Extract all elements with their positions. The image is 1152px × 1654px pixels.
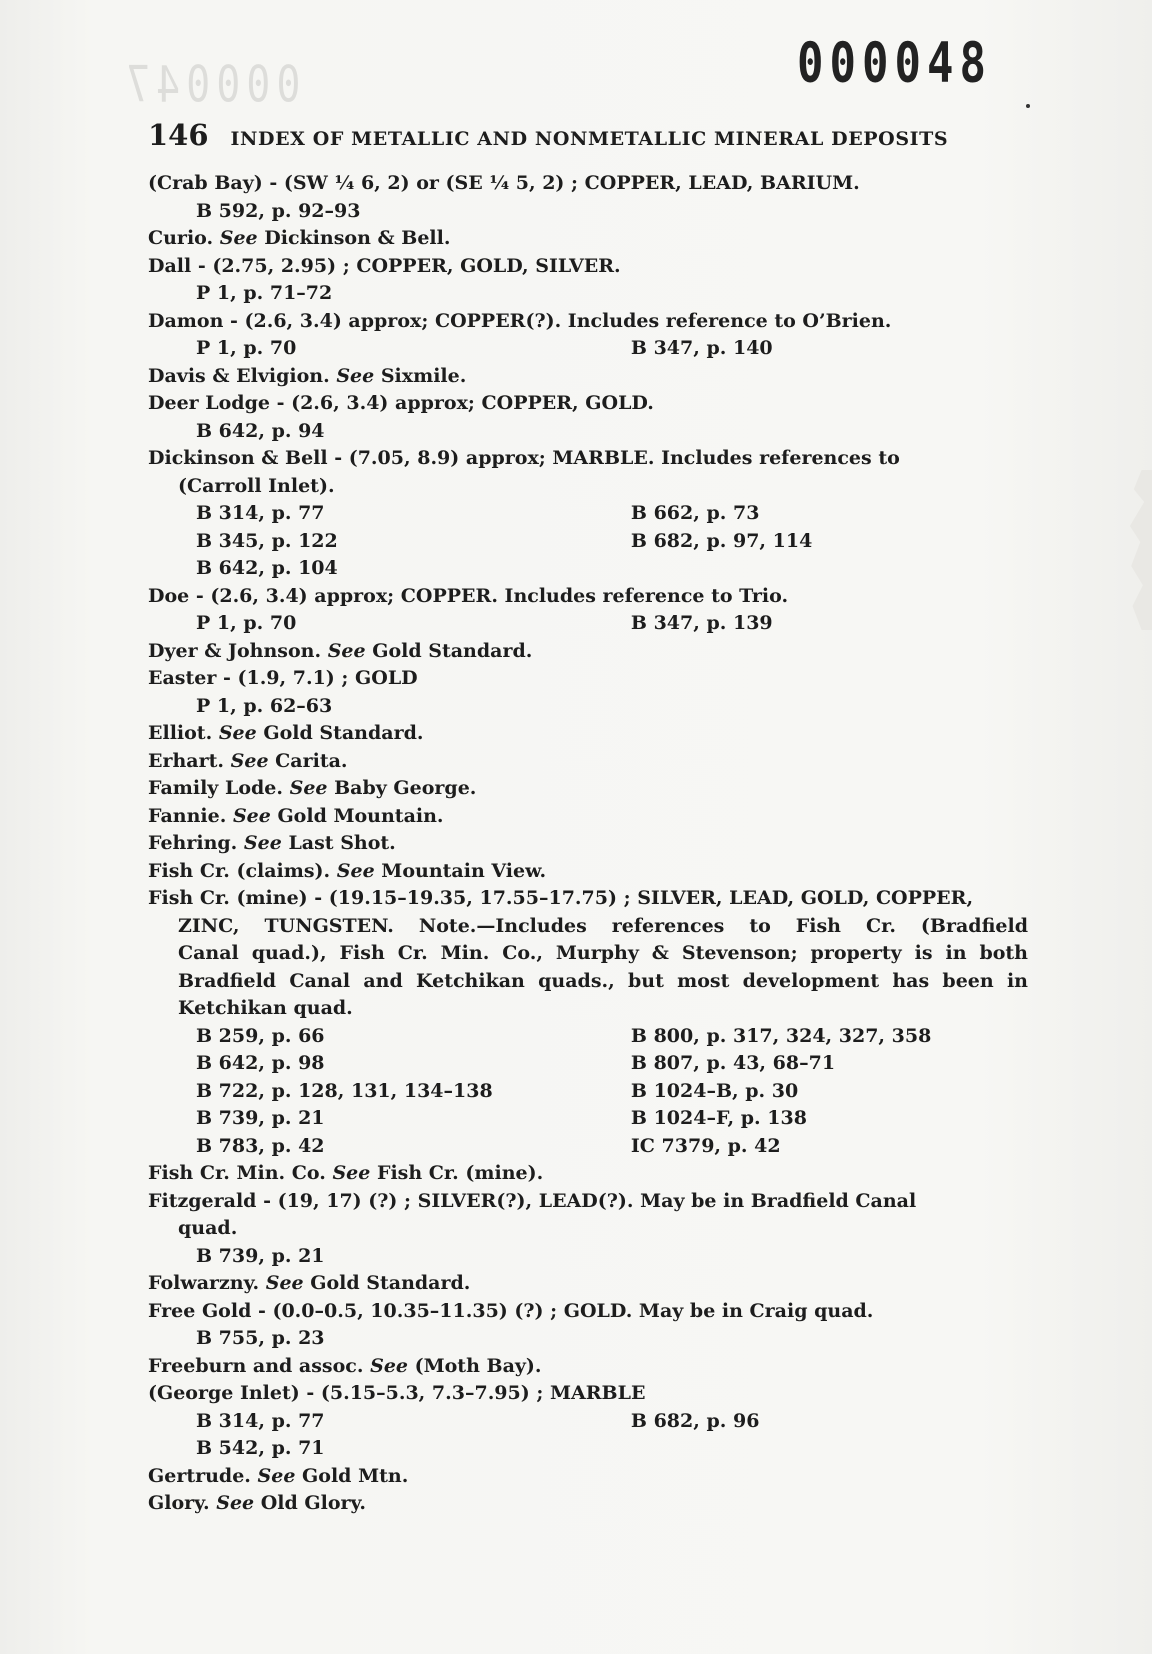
reference-column-left: [196, 1243, 631, 1271]
entry-heading: Doe - (2.6, 3.4) approx; COPPER. Includes reference to Trio.: [148, 584, 789, 607]
reference-citation: B 722, p. 128, 131, 134–138: [196, 1079, 493, 1102]
page-header: [148, 118, 1028, 152]
index-entry: [148, 720, 1028, 748]
index-entry: [148, 775, 1028, 803]
entry-heading: Deer Lodge - (2.6, 3.4) approx; COPPER, GOLD.: [148, 392, 654, 414]
reference-list: [148, 610, 1028, 638]
reference-list: [148, 335, 1028, 363]
entry-heading: Easter - (1.9, 7.1) ; GOLD: [148, 667, 418, 689]
reference-citation: B 259, p. 66: [196, 1024, 325, 1047]
reference-column-right: [631, 418, 1028, 446]
torn-edge: [1126, 470, 1152, 630]
reference-citation: B 642, p. 98: [196, 1052, 325, 1074]
reference-citation: B 807, p. 43, 68–71: [630, 1052, 836, 1074]
reference-citation: B 642, p. 104: [196, 557, 338, 579]
entry-heading: Freeburn and assoc. See (Moth Bay).: [148, 1354, 542, 1377]
index-entry: [148, 1380, 1028, 1463]
index-entry: [148, 225, 1028, 253]
reference-citation: B 347, p. 140: [630, 337, 773, 359]
entry-heading: Fish Cr. (claims). See Mountain View.: [148, 859, 547, 882]
index-entry: [148, 1270, 1028, 1298]
reference-list: [148, 500, 1028, 583]
index-entry: [148, 748, 1028, 776]
reference-list: [148, 1243, 1028, 1271]
index-entry: [148, 253, 1028, 308]
bleed-through-stamp: 000047: [120, 56, 301, 114]
reference-citation: P 1, p. 70: [196, 337, 297, 359]
reference-citation: B 592, p. 92–93: [196, 199, 361, 222]
index-entries: [148, 170, 1028, 1518]
reference-citation: B 1024–B, p. 30: [630, 1079, 799, 1102]
entry-heading: Glory. See Old Glory.: [148, 1492, 367, 1514]
reference-column-left: [196, 280, 631, 308]
entry-heading: Family Lode. See Baby George.: [148, 777, 477, 799]
entry-heading: Dickinson & Bell - (7.05, 8.9) approx; MARBLE. Includes references to: [148, 447, 900, 469]
entry-heading: Dyer & Johnson. See Gold Standard.: [148, 639, 533, 662]
index-entry: [148, 858, 1028, 886]
index-entry: [148, 665, 1028, 720]
reference-column-left: [196, 693, 631, 721]
reference-column-left: [196, 1325, 631, 1353]
reference-citation: B 642, p. 94: [196, 419, 325, 442]
reference-citation: B 783, p. 42: [196, 1134, 325, 1157]
reference-citation: P 1, p. 71–72: [196, 282, 333, 304]
reference-column-left: [196, 610, 631, 638]
entry-heading: Erhart. See Carita.: [148, 749, 348, 772]
reference-list: [148, 693, 1028, 721]
reference-citation: B 314, p. 77: [196, 502, 325, 524]
index-entry: [148, 583, 1028, 638]
running-head: INDEX OF METALLIC AND NONMETALLIC MINERAL DEPOSITS: [230, 128, 949, 150]
reference-column-left: [196, 418, 631, 446]
reference-column-left: [196, 198, 631, 226]
entry-heading: Elliot. See Gold Standard.: [148, 722, 424, 744]
index-entry: [148, 1188, 1028, 1271]
reference-column-right: [631, 610, 1028, 638]
reference-list: [148, 1023, 1028, 1161]
index-entry: [148, 170, 1028, 225]
reference-column-left: [196, 1408, 631, 1463]
reference-citation: P 1, p. 70: [196, 612, 297, 634]
reference-citation: B 739, p. 21: [196, 1244, 325, 1267]
reference-citation: B 662, p. 73: [630, 502, 760, 524]
reference-citation: B 739, p. 21: [196, 1107, 325, 1129]
reference-column-right: [631, 335, 1028, 363]
entry-heading: Folwarzny. See Gold Standard.: [148, 1272, 471, 1294]
reference-column-left: [196, 1023, 631, 1161]
entry-heading: Fehring. See Last Shot.: [148, 832, 396, 854]
reference-citation: B 682, p. 96: [630, 1409, 760, 1432]
reference-citation: B 314, p. 77: [196, 1409, 325, 1432]
entry-continuation: Ketchikan quad.: [178, 997, 353, 1019]
page-stamp-number: 000048: [797, 31, 992, 96]
index-entry: [148, 885, 1028, 1160]
entry-continuation: ZINC, TUNGSTEN. Note.—Includes references to Fish Cr. (Bradfield: [178, 914, 1028, 937]
reference-column-right: [631, 693, 1028, 721]
reference-list: [148, 418, 1028, 446]
reference-column-right: [631, 280, 1028, 308]
entry-heading: (Crab Bay) - (SW ¼ 6, 2) or (SE ¼ 5, 2) ; COPPER, LEAD, BARIUM.: [148, 172, 860, 194]
index-entry: [148, 803, 1028, 831]
entry-heading: Fitzgerald - (19, 17) (?) ; SILVER(?), LEAD(?). May be in Bradfield Canal: [148, 1189, 917, 1212]
entry-heading: Dall - (2.75, 2.95) ; COPPER, GOLD, SILVER.: [148, 254, 621, 277]
entry-continuation: quad.: [178, 1217, 238, 1239]
entry-continuation: (Carroll Inlet).: [178, 474, 335, 497]
reference-column-right: [631, 1023, 1028, 1161]
entry-heading: (George Inlet) - (5.15–5.3, 7.3–7.95) ; MARBLE: [148, 1382, 646, 1404]
reference-citation: B 755, p. 23: [196, 1327, 325, 1349]
reference-column-left: [196, 500, 631, 583]
reference-citation: IC 7379, p. 42: [630, 1134, 781, 1157]
entry-heading: Fish Cr. (mine) - (19.15–19.35, 17.55–17.75) ; SILVER, LEAD, GOLD, COPPER,: [148, 887, 974, 909]
index-entry: [148, 830, 1028, 858]
reference-column-right: [631, 1408, 1028, 1463]
index-entry: [148, 363, 1028, 391]
index-entry: [148, 445, 1028, 583]
index-entry: [148, 638, 1028, 666]
page-number: 146: [148, 118, 209, 152]
reference-citation: B 1024–F, p. 138: [630, 1107, 807, 1129]
reference-column-right: [631, 198, 1028, 226]
index-entry: [148, 1490, 1028, 1518]
index-entry: [148, 390, 1028, 445]
reference-list: [148, 198, 1028, 226]
ink-speck: [1026, 104, 1030, 108]
entry-continuation: Canal quad.), Fish Cr. Min. Co., Murphy & Stevenson; property is in both: [178, 942, 1028, 964]
reference-citation: B 347, p. 139: [630, 612, 773, 634]
index-entry: [148, 1160, 1028, 1188]
entry-heading: Gertrude. See Gold Mtn.: [148, 1464, 409, 1487]
entry-heading: Fish Cr. Min. Co. See Fish Cr. (mine).: [148, 1162, 544, 1184]
index-entry: [148, 1353, 1028, 1381]
entry-heading: Davis & Elvigion. See Sixmile.: [148, 364, 467, 387]
reference-list: [148, 280, 1028, 308]
reference-list: [148, 1408, 1028, 1463]
entry-continuation: Bradfield Canal and Ketchikan quads., but most development has been in: [178, 969, 1028, 992]
entry-heading: Curio. See Dickinson & Bell.: [148, 227, 451, 249]
index-entry: [148, 1298, 1028, 1353]
entry-heading: Fannie. See Gold Mountain.: [148, 804, 444, 827]
reference-citation: B 542, p. 71: [196, 1437, 325, 1459]
reference-citation: B 345, p. 122: [196, 529, 338, 552]
reference-column-right: [631, 1325, 1028, 1353]
entry-heading: Free Gold - (0.0–0.5, 10.35–11.35) (?) ; GOLD. May be in Craig quad.: [148, 1299, 874, 1322]
reference-list: [148, 1325, 1028, 1353]
entry-heading: Damon - (2.6, 3.4) approx; COPPER(?). Includes reference to O’Brien.: [148, 309, 892, 332]
index-entry: [148, 308, 1028, 363]
reference-citation: B 800, p. 317, 324, 327, 358: [630, 1024, 932, 1047]
reference-column-right: [631, 1243, 1028, 1271]
reference-column-right: [631, 500, 1028, 583]
reference-citation: B 682, p. 97, 114: [630, 529, 813, 552]
index-entry: [148, 1463, 1028, 1491]
reference-column-left: [196, 335, 631, 363]
reference-citation: P 1, p. 62–63: [196, 694, 333, 717]
